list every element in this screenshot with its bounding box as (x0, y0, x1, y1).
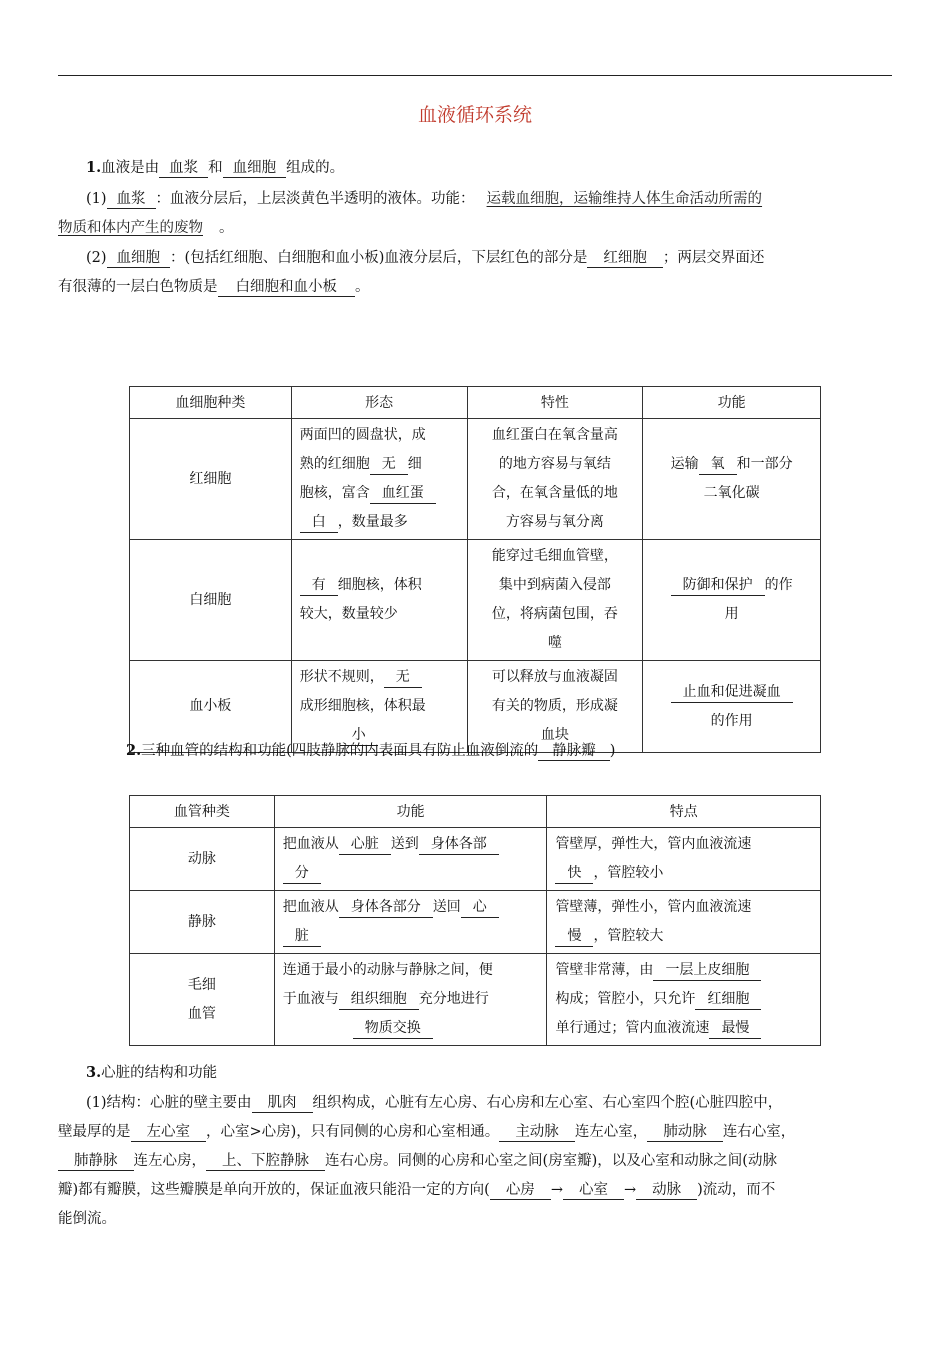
cell-feature: 管壁厚，弹性大，管内血液流速 快 ，管腔较小 (547, 828, 821, 891)
answer-blank: 动脉 (636, 1181, 697, 1200)
answer-blank: 物质和体内产生的废物 (58, 220, 203, 236)
cell-kind: 毛细 血管 (130, 954, 275, 1046)
answer-blank: 红细胞 (587, 249, 663, 268)
s3-line4: 瓣)都有瓣膜，这些瓣膜是单向开放的，保证血液只能沿一定的方向( 心房 → 心室 → 动脉 )流动，而不 (58, 1182, 776, 1198)
table-row (130, 419, 821, 540)
table-header: 功能 (643, 387, 821, 419)
table-header: 功能 (274, 796, 547, 828)
s3-line5: 能倒流。 (58, 1211, 116, 1227)
table-row (130, 891, 821, 954)
answer-blank: 血浆 (159, 159, 208, 178)
cell-kind: 白细胞 (130, 540, 292, 661)
cell-form: 形状不规则， 无 成形细胞核，体积最 小 (291, 661, 467, 753)
page-title: 血液循环系统 (417, 104, 532, 126)
cell-func: 把血液从 身体各部分 送回 心 脏 (274, 891, 547, 954)
answer-blank: 心室 (563, 1181, 624, 1200)
s1-line4: (2) 血细胞 ：(包括红细胞、白细胞和血小板)血液分层后，下层红色的部分是 红细胞 ；两层交界面还 (86, 250, 765, 266)
s3-heading: 3.心脏的结构和功能 (86, 1064, 218, 1081)
answer-blank: 静脉瓣 (538, 742, 610, 761)
table-header: 血管种类 (130, 796, 275, 828)
cell-func: 止血和促进凝血 的作用 (643, 661, 821, 753)
cell-feature: 管壁薄，弹性小，管内血液流速 慢 ，管腔较大 (547, 891, 821, 954)
vessel-table (129, 795, 821, 1046)
answer-blank: 肺动脉 (647, 1123, 723, 1142)
table-header: 特性 (467, 387, 643, 419)
table-header-row (130, 387, 821, 419)
s3-line3: 肺静脉 连左心房， 上、下腔静脉 连右心房。同侧的心房和心室之间(房室瓣)，以及心室和动脉之间(动脉 (58, 1151, 777, 1171)
answer-blank: 血浆 (107, 190, 156, 209)
s1-line2: (1) 血浆 ：血液分层后，上层淡黄色半透明的液体。功能： 运载血细胞，运输维持人体生命活动所需的 (86, 191, 763, 207)
s1-number: 1. (86, 159, 102, 176)
answer-blank: 主动脉 (499, 1123, 575, 1142)
cell-form: 两面凹的圆盘状，成 熟的红细胞 无 细 胞核，富含 血红蛋 白 ，数量最多 (291, 419, 467, 540)
cell-kind: 静脉 (130, 891, 275, 954)
answer-blank: 血细胞 (107, 249, 171, 268)
cell-trait: 可以释放与血液凝固 有关的物质，形成凝 血块 (467, 661, 643, 753)
top-rule (58, 75, 892, 76)
cell-kind: 红细胞 (130, 419, 292, 540)
s1-line5: 有很薄的一层白色物质是 白细胞和血小板 。 (58, 279, 370, 295)
table-header: 形态 (291, 387, 467, 419)
cell-form: 有 细胞核，体积 较大，数量较少 (291, 540, 467, 661)
cell-feature: 管壁非常薄，由 一层上皮细胞 构成；管腔小，只允许 红细胞 单行通过；管内血液流速 最慢 (547, 954, 821, 1046)
table-row (130, 540, 821, 661)
cell-func: 连通于最小的动脉与静脉之间，便 于血液与 组织细胞 充分地进行 物质交换 (274, 954, 547, 1046)
table-row (130, 954, 821, 1046)
cell-trait: 能穿过毛细血管壁， 集中到病菌入侵部 位，将病菌包围，吞 噬 (467, 540, 643, 661)
table-row (130, 828, 821, 891)
table-row (130, 661, 821, 753)
cell-kind: 动脉 (130, 828, 275, 891)
answer-blank: 上、下腔静脉 (206, 1152, 325, 1171)
arrow-icon: → (623, 1182, 637, 1198)
arrow-icon: → (550, 1182, 563, 1198)
s3-line2: 壁最厚的是 左心室 ，心室>心房)，只有同侧的心房和心室相通。 主动脉 连左心室， 肺动脉 连右心室， (58, 1124, 796, 1140)
s2-heading: 2.三种血管的结构和功能(四肢静脉的内表面具有防止血液倒流的 静脉瓣 ) (126, 742, 616, 759)
cell-kind: 血小板 (130, 661, 292, 753)
answer-blank: 肺静脉 (58, 1152, 134, 1171)
s1-line3: 物质和体内产生的废物 。 (58, 220, 234, 236)
s1-line1: 1.血液是由 血浆 和 血细胞 组成的。 (86, 159, 345, 176)
cell-func: 把血液从 心脏 送到 身体各部 分 (274, 828, 547, 891)
answer-blank: 心房 (490, 1181, 551, 1200)
answer-blank: 血细胞 (223, 159, 287, 178)
answer-blank: 肌肉 (252, 1094, 313, 1113)
cell-func: 运输 氧 和一部分 二氧化碳 (643, 419, 821, 540)
table-header: 特点 (547, 796, 821, 828)
s3-line1: (1)结构：心脏的壁主要由 肌肉 组织构成，心脏有左心房、右心房和左心室、右心室四个腔(心脏四腔中， (86, 1095, 783, 1111)
table-header: 血细胞种类 (130, 387, 292, 419)
cell-func: 防御和保护 的作 用 (643, 540, 821, 661)
answer-blank: 运载血细胞，运输维持人体生命活动所需的 (486, 191, 763, 207)
blood-cell-table (129, 386, 821, 753)
table-header-row (130, 796, 821, 828)
answer-blank: 左心室 (131, 1123, 207, 1142)
answer-blank: 白细胞和血小板 (218, 278, 356, 297)
cell-trait: 血红蛋白在氧含量高 的地方容易与氧结 合，在氧含量低的地 方容易与氧分离 (467, 419, 643, 540)
